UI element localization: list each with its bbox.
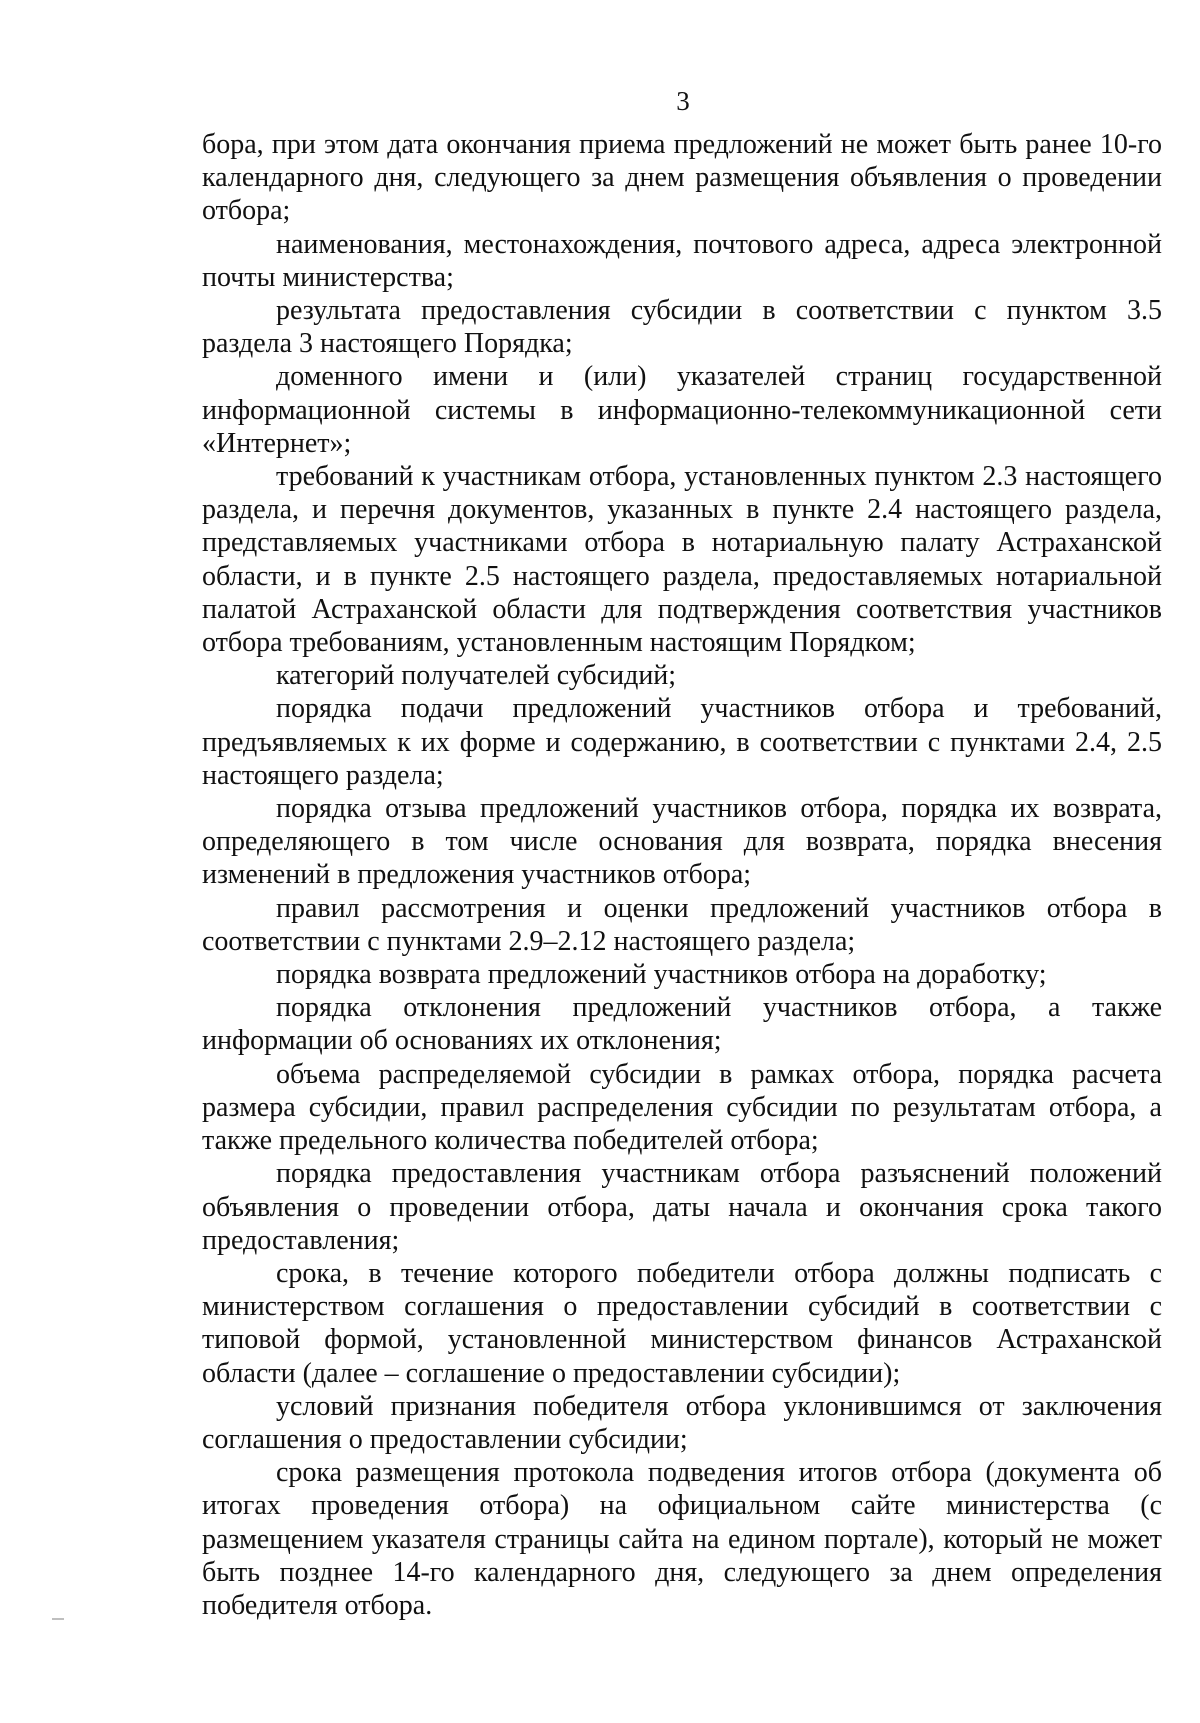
paragraph-withdrawal-procedure: порядка отзыва предложений участников отбора, порядка их возврата, определяющего в том числе основания для возврата, порядка внесения изменений в предложения участников отбора; <box>202 793 1162 891</box>
paragraph-domain-name: доменного имени и (или) указателей страниц государственной информационной системы в информационно-телекоммуникационной сети «Интернет»; <box>202 361 1162 459</box>
paragraph-ministry-details: наименования, местонахождения, почтового адреса, адреса электронной почты министерства; <box>202 228 1162 293</box>
paragraph-recipient-categories: категорий получателей субсидий; <box>276 660 677 692</box>
paragraph-return-for-revision: порядка возврата предложений участников отбора на доработку; <box>276 959 1047 991</box>
paragraph-rejection-procedure: порядка отклонения предложений участников отбора, а также информации об основаниях их отклонения; <box>202 992 1162 1057</box>
paragraph-evaluation-rules: правил рассмотрения и оценки предложений участников отбора в соответствии с пунктами 2.9–2.12 настоящего раздела; <box>202 892 1162 957</box>
paragraph-subsidy-volume: объема распределяемой субсидии в рамках отбора, порядка расчета размера субсидии, правил распределения субсидии по результатам отбора, а также предельного количества победителей отбора; <box>202 1058 1162 1157</box>
paragraph-continuation: бора, при этом дата окончания приема предложений не может быть ранее 10-го календарного дня, следующего за днем размещения объявления о проведении отбора; <box>202 129 1162 227</box>
paragraph-protocol-publication: срока размещения протокола подведения итогов отбора (документа об итогах проведения отбора) на официальном сайте министерства (с размещением указателя страницы сайта на едином портале), который не может быть позднее 14-го календарного дня, следующего за днем определения победителя отбора. <box>202 1457 1162 1621</box>
scan-speck <box>52 1618 64 1620</box>
page-number: 3 <box>676 86 690 116</box>
paragraph-participant-requirements: требований к участникам отбора, установленных пунктом 2.3 настоящего раздела, и перечня документов, указанных в пункте 2.4 настоящего раздела, представляемых участниками отбора в нотариальную палату Астраханской области, и в пункте 2.5 настоящего раздела, предоставляемых нотариальной палатой Астраханской области для подтверждения соответствия участников отбора требованиям, установленным настоящим Порядком; <box>202 461 1162 659</box>
document-body <box>202 128 1162 1622</box>
paragraph-submission-procedure: порядка подачи предложений участников отбора и требований, предъявляемых к их форме и содержанию, в соответствии с пунктами 2.4, 2.5 настоящего раздела; <box>202 693 1162 791</box>
paragraph-evasion-conditions: условий признания победителя отбора уклонившимся от заключения соглашения о предоставлении субсидии; <box>202 1390 1162 1455</box>
paragraph-subsidy-result: результата предоставления субсидии в соответствии с пунктом 3.5 раздела 3 настоящего Порядка; <box>202 295 1162 360</box>
paragraph-agreement-deadline: срока, в течение которого победители отбора должны подписать с министерством соглашения о предоставлении субсидий в соответствии с типовой формой, установленной министерством финансов Астраханской области (далее – соглашение о предоставлении субсидии); <box>202 1257 1162 1389</box>
paragraph-clarifications: порядка предоставления участникам отбора разъяснений положений объявления о проведении отбора, даты начала и окончания срока такого предоставления; <box>202 1158 1162 1256</box>
